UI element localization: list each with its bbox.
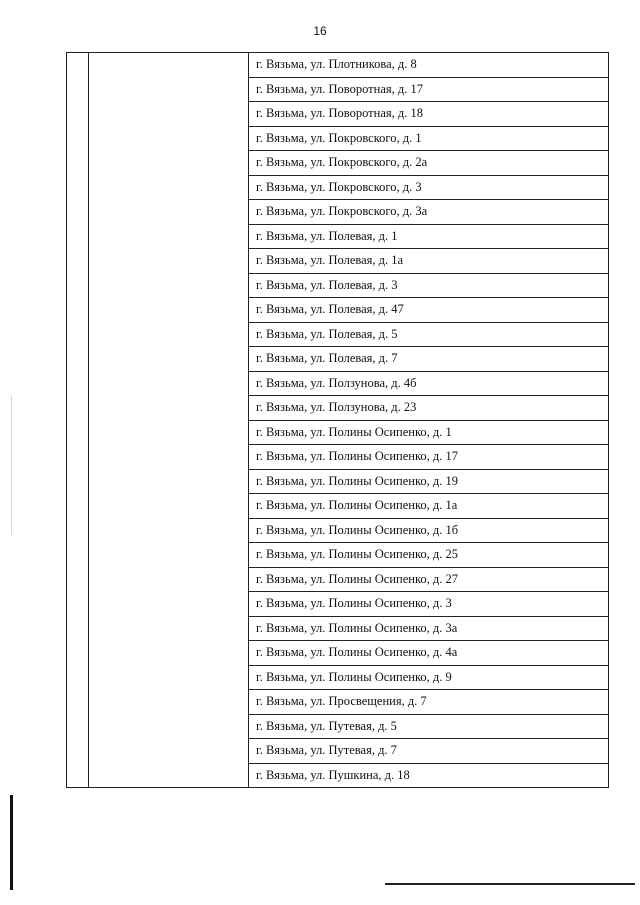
table-row [67, 53, 609, 78]
address-cell: г. Вязьма, ул. Полины Осипенко, д. 27 [249, 567, 609, 592]
scan-edge-mark [11, 395, 12, 535]
address-cell: г. Вязьма, ул. Полины Осипенко, д. 25 [249, 543, 609, 568]
name-cell [89, 53, 249, 788]
address-cell: г. Вязьма, ул. Полевая, д. 47 [249, 298, 609, 323]
address-cell: г. Вязьма, ул. Покровского, д. 3 [249, 175, 609, 200]
address-cell: г. Вязьма, ул. Полины Осипенко, д. 9 [249, 665, 609, 690]
address-cell: г. Вязьма, ул. Просвещения, д. 7 [249, 690, 609, 715]
scan-edge-mark [10, 795, 13, 890]
address-cell: г. Вязьма, ул. Полевая, д. 7 [249, 347, 609, 372]
address-cell: г. Вязьма, ул. Пушкина, д. 18 [249, 763, 609, 788]
number-cell [67, 53, 89, 788]
address-cell: г. Вязьма, ул. Полины Осипенко, д. 17 [249, 445, 609, 470]
address-cell: г. Вязьма, ул. Плотникова, д. 8 [249, 53, 609, 78]
address-table [66, 52, 609, 788]
address-cell: г. Вязьма, ул. Путевая, д. 7 [249, 739, 609, 764]
address-cell: г. Вязьма, ул. Ползунова, д. 4б [249, 371, 609, 396]
address-cell: г. Вязьма, ул. Полины Осипенко, д. 3а [249, 616, 609, 641]
address-cell: г. Вязьма, ул. Полины Осипенко, д. 1 [249, 420, 609, 445]
address-cell: г. Вязьма, ул. Путевая, д. 5 [249, 714, 609, 739]
page-number: 16 [313, 24, 327, 38]
address-table-body [67, 53, 609, 788]
address-cell: г. Вязьма, ул. Полины Осипенко, д. 3 [249, 592, 609, 617]
address-cell: г. Вязьма, ул. Покровского, д. 2а [249, 151, 609, 176]
address-cell: г. Вязьма, ул. Полевая, д. 1 [249, 224, 609, 249]
address-cell: г. Вязьма, ул. Полины Осипенко, д. 1б [249, 518, 609, 543]
address-cell: г. Вязьма, ул. Поворотная, д. 18 [249, 102, 609, 127]
address-cell: г. Вязьма, ул. Полины Осипенко, д. 19 [249, 469, 609, 494]
address-cell: г. Вязьма, ул. Ползунова, д. 23 [249, 396, 609, 421]
address-cell: г. Вязьма, ул. Полевая, д. 1а [249, 249, 609, 274]
address-cell: г. Вязьма, ул. Полевая, д. 5 [249, 322, 609, 347]
address-cell: г. Вязьма, ул. Покровского, д. 1 [249, 126, 609, 151]
address-cell: г. Вязьма, ул. Полевая, д. 3 [249, 273, 609, 298]
address-cell: г. Вязьма, ул. Полины Осипенко, д. 4а [249, 641, 609, 666]
address-cell: г. Вязьма, ул. Полины Осипенко, д. 1а [249, 494, 609, 519]
scan-edge-mark [385, 883, 635, 885]
address-cell: г. Вязьма, ул. Поворотная, д. 17 [249, 77, 609, 102]
address-cell: г. Вязьма, ул. Покровского, д. 3а [249, 200, 609, 225]
